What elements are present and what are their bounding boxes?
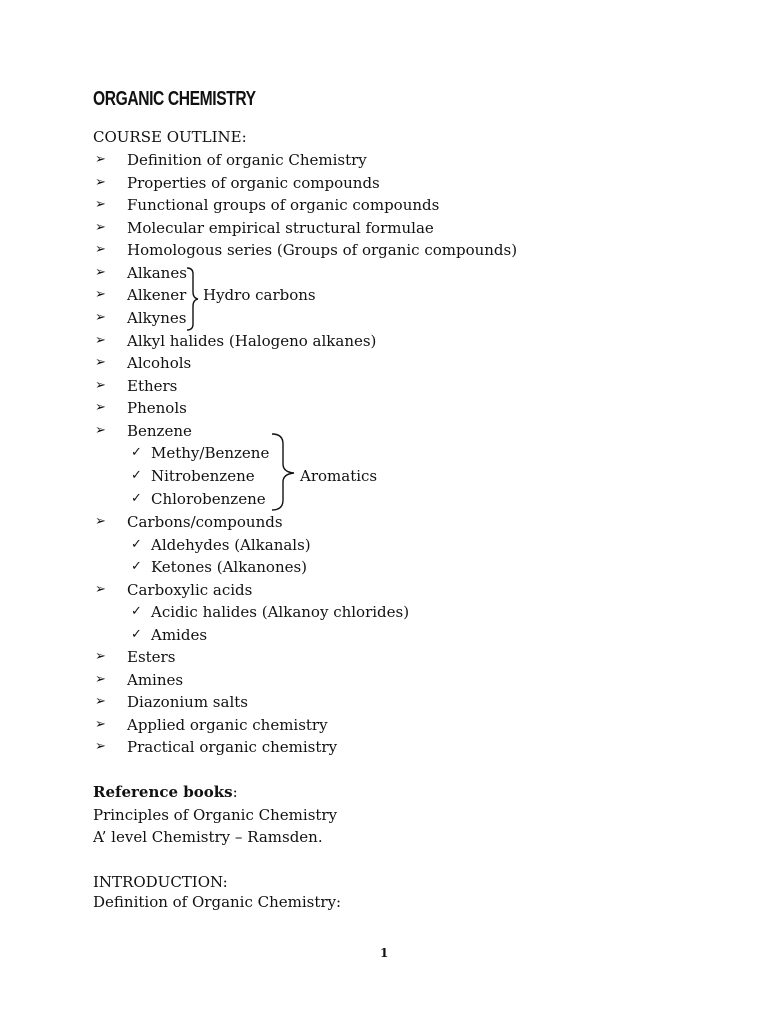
- list-item: Functional groups of organic compounds: [127, 196, 440, 214]
- sub-list-item: Chlorobenzene: [151, 490, 266, 508]
- sub-list-item: Acidic halides (Alkanoy chlorides): [151, 603, 410, 621]
- arrow-bullet-icon: ➢: [95, 423, 106, 438]
- arrow-bullet-icon: ➢: [95, 310, 106, 325]
- hydrocarbons-label: Hydro carbons: [203, 286, 316, 304]
- page-number: 1: [380, 946, 389, 960]
- arrow-bullet-icon: ➢: [95, 355, 106, 370]
- list-item: Esters: [127, 648, 176, 666]
- list-item: Carboxylic acids: [127, 581, 253, 599]
- reference-item: Principles of Organic Chemistry: [93, 806, 338, 824]
- arrow-bullet-icon: ➢: [95, 287, 106, 302]
- arrow-bullet-icon: ➢: [95, 265, 106, 280]
- arrow-bullet-icon: ➢: [95, 175, 106, 190]
- list-item: Amines: [127, 671, 184, 689]
- list-item: Alkyl halides (Halogeno alkanes): [127, 332, 377, 350]
- arrow-bullet-icon: ➢: [95, 220, 106, 235]
- introduction-text: Definition of Organic Chemistry:: [93, 893, 342, 911]
- list-item: Practical organic chemistry: [127, 738, 338, 756]
- list-item: Alkanes: [127, 264, 187, 282]
- reference-heading: [93, 782, 238, 802]
- arrow-bullet-icon: ➢: [95, 197, 106, 212]
- list-item: Phenols: [127, 399, 187, 417]
- list-item: Definition of organic Chemistry: [127, 151, 367, 169]
- check-icon: ✓: [131, 445, 142, 460]
- check-icon: ✓: [131, 604, 142, 619]
- check-icon: ✓: [131, 537, 142, 552]
- check-icon: ✓: [131, 468, 142, 483]
- list-item: Benzene: [127, 422, 192, 440]
- check-icon: ✓: [131, 559, 142, 574]
- arrow-bullet-icon: ➢: [95, 739, 106, 754]
- sub-list-item: Aldehydes (Alkanals): [151, 536, 311, 554]
- list-item: Properties of organic compounds: [127, 174, 380, 192]
- arrow-bullet-icon: ➢: [95, 717, 106, 732]
- course-outline-heading: COURSE OUTLINE:: [93, 128, 247, 146]
- list-item: Carbons/compounds: [127, 513, 283, 531]
- reference-item: A’ level Chemistry – Ramsden.: [93, 828, 323, 846]
- reference-heading-label: Reference books: [93, 783, 233, 801]
- sub-list-item: Ketones (Alkanones): [151, 558, 308, 576]
- reference-heading-colon: :: [232, 783, 238, 801]
- arrow-bullet-icon: ➢: [95, 242, 106, 257]
- list-item: Diazonium salts: [127, 693, 248, 711]
- hydrocarbons-brace: [186, 266, 200, 332]
- sub-list-item: Nitrobenzene: [151, 467, 255, 485]
- list-item: Molecular empirical structural formulae: [127, 219, 434, 237]
- page-title: ORGANIC CHEMISTRY: [93, 88, 256, 110]
- arrow-bullet-icon: ➢: [95, 582, 106, 597]
- aromatics-brace: [270, 432, 296, 512]
- introduction-heading: INTRODUCTION:: [93, 873, 228, 891]
- arrow-bullet-icon: ➢: [95, 649, 106, 664]
- list-item: Homologous series (Groups of organic compounds): [127, 241, 518, 259]
- sub-list-item: Amides: [151, 626, 208, 644]
- list-item: Alcohols: [127, 354, 192, 372]
- arrow-bullet-icon: ➢: [95, 672, 106, 687]
- arrow-bullet-icon: ➢: [95, 694, 106, 709]
- list-item: Alkener: [127, 286, 187, 304]
- arrow-bullet-icon: ➢: [95, 400, 106, 415]
- arrow-bullet-icon: ➢: [95, 514, 106, 529]
- list-item: Ethers: [127, 377, 178, 395]
- list-item: Alkynes: [127, 309, 187, 327]
- list-item: Applied organic chemistry: [127, 716, 328, 734]
- arrow-bullet-icon: ➢: [95, 152, 106, 167]
- check-icon: ✓: [131, 491, 142, 506]
- aromatics-label: Aromatics: [300, 467, 378, 485]
- sub-list-item: Methy/Benzene: [151, 444, 270, 462]
- arrow-bullet-icon: ➢: [95, 378, 106, 393]
- arrow-bullet-icon: ➢: [95, 333, 106, 348]
- check-icon: ✓: [131, 627, 142, 642]
